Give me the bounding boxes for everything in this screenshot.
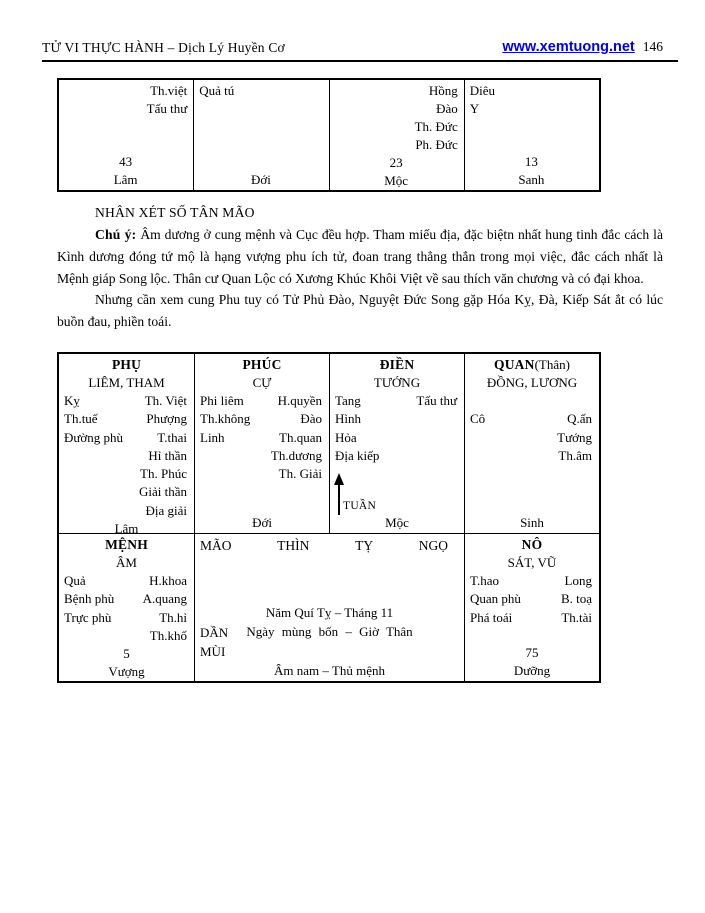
star-row (330, 392, 464, 410)
star-row (465, 572, 599, 590)
cell-number: 13 (524, 154, 538, 169)
star-name-left: Đường phù (64, 429, 124, 445)
star-row (59, 465, 194, 483)
star-name-left: Quan phù (470, 591, 521, 607)
star-name-right: Th.khố (149, 627, 187, 643)
star-name-left: Trực phù (64, 609, 112, 625)
strip-cell-2 (193, 80, 328, 190)
star-row (59, 572, 194, 590)
star-name-right: Giải thần (138, 484, 187, 500)
palace-cell-menh (59, 533, 194, 681)
star-name-left: T.hao (470, 573, 499, 588)
note-paragraph (57, 224, 663, 289)
branch-label-dan: DẦN (200, 624, 229, 640)
palace-name: QUAN (494, 357, 535, 372)
palace-cell-dien (329, 354, 464, 533)
star-name-right: Địa giải (145, 502, 187, 518)
palace-main-stars: TƯỚNG (373, 375, 421, 390)
palace-star-rows (195, 392, 329, 483)
note-text: Âm dương ở cung mệnh và Cục đều hợp. Tham miếu địa, đặc biệtn nhất hung tinh đắc cách là Kình dương đóng tứ mộ là hạng vượng phu ích tử, đoan trang thẳng thắn trong mọi việc, đắc cách nhất là Mệnh giáp Song lộc. Thân cư Quan Lộc có Xương Khúc Khôi Việt về sau thích văn chương và có đại khoa. (57, 227, 663, 286)
star-name-left: Hình (335, 411, 361, 427)
star-name-right: Th.hỉ (159, 609, 187, 625)
star-row (465, 392, 599, 410)
palace-stage: Vượng (108, 664, 145, 680)
palace-main-stars: ÂM (116, 555, 137, 570)
cell-number: 43 (119, 154, 133, 169)
star-row (59, 410, 194, 428)
star-name-right: Q.ấn (567, 411, 592, 427)
book-title: TỬ VI THỰC HÀNH – Dịch Lý Huyền Cơ (42, 40, 285, 55)
palace-cell-quan (464, 354, 599, 533)
star-row (59, 392, 194, 410)
palace-star-rows (465, 392, 599, 465)
star-row (59, 590, 194, 608)
star-name-left: Th.không (200, 411, 251, 427)
star-name-right: Hỉ thần (148, 447, 187, 463)
cell-stage: Đới (250, 172, 271, 187)
star-name-right: Đào (300, 411, 322, 427)
palace-cell-phu (59, 354, 194, 537)
star-name-left: Linh (200, 429, 225, 445)
cell-stage: Lâm (113, 172, 138, 187)
star-name: Hồng (428, 83, 458, 98)
star-name: Y (469, 101, 480, 116)
star-name: Ph. Đức (415, 137, 458, 152)
star-name-right: Tướng (557, 429, 592, 445)
star-row (59, 483, 194, 501)
strip-cell-3 (329, 80, 464, 190)
star-name-right: Th. Giải (278, 466, 322, 482)
star-name: Th. Đức (414, 119, 458, 134)
star-row (59, 447, 194, 465)
star-name-right: B. toạ (560, 591, 592, 607)
palace-stage: Đới (252, 515, 272, 530)
header-right (502, 38, 663, 56)
star-row (330, 447, 464, 465)
palace-title (59, 536, 194, 554)
star-name-right: Th. Việt (144, 393, 187, 408)
palace-main-stars: CỰ (252, 375, 272, 390)
star-name-right: A.quang (142, 591, 187, 607)
palace-title (465, 356, 599, 374)
star-name-left: Tang (335, 393, 361, 408)
paragraph-2: Nhưng cần xem cung Phu tuy có Tử Phủ Đào, Nguyệt Đức Song gặp Hóa Kỵ, Đà, Kiếp Sát ắt có lúc buồn đau, phiền toái. (57, 292, 663, 330)
star-row (465, 410, 599, 428)
palace-main-stars: SÁT, VŨ (507, 555, 557, 570)
note-label: Chú ý: (95, 227, 137, 242)
star-row (195, 392, 329, 410)
palace-number: 75 (525, 645, 539, 660)
star-name: Th.việt (150, 83, 188, 98)
cell-number: 23 (389, 155, 403, 170)
star-name-right: Tấu thư (416, 393, 457, 408)
star-name-right: Th. Phúc (140, 466, 187, 482)
star-row (465, 609, 599, 627)
star-row (59, 609, 194, 627)
palace-cell-no (464, 533, 599, 681)
day-line-row (195, 622, 464, 641)
star-list (470, 82, 593, 118)
commentary-section (57, 202, 663, 333)
palace-main-stars: ĐỒNG, LƯƠNG (486, 375, 578, 390)
palace-name: MỆNH (105, 537, 148, 552)
star-row (465, 429, 599, 447)
star-name-right: Long (564, 573, 592, 588)
star-list (335, 82, 458, 154)
arrow-line (338, 481, 340, 515)
star-row (195, 447, 329, 465)
strip-cell-4 (464, 80, 599, 190)
star-name-right: Th.dương (270, 447, 322, 463)
star-row (195, 410, 329, 428)
star-name-left: Kỵ (64, 393, 80, 408)
day-line: Ngày mùng bốn – Giờ Thân (246, 624, 413, 640)
star-name-right: Phượng (146, 411, 187, 427)
star-name-left: Hỏa (335, 429, 357, 445)
birth-info (195, 603, 464, 680)
star-name-right: H.khoa (149, 573, 187, 588)
star-name-left: Phi liêm (200, 393, 244, 408)
palace-star-rows (59, 392, 194, 520)
star-name-left: Phá toái (470, 609, 513, 625)
star-row (59, 429, 194, 447)
star-name-left: Địa kiếp (335, 447, 380, 463)
header-divider (42, 60, 678, 62)
star-row (330, 410, 464, 428)
star-row (59, 502, 194, 520)
palace-main-stars: LIÊM, THAM (88, 375, 165, 390)
palace-cell-phuc (194, 354, 329, 533)
palace-title (59, 356, 194, 374)
palace-name: NÔ (521, 537, 543, 552)
year-line: Năm Quí Tỵ – Tháng 11 (265, 605, 394, 621)
branch-label: NGỌ (418, 538, 448, 553)
star-row (330, 429, 464, 447)
page-number: 146 (642, 39, 663, 54)
star-row (465, 447, 599, 465)
palace-star-rows (465, 572, 599, 627)
gender-line: Âm nam – Thủ mệnh (274, 662, 385, 678)
section-heading: NHÂN XÉT SỐ TÂN MÃO (95, 205, 255, 220)
star-name-left: Bệnh phù (64, 591, 115, 607)
star-row (195, 465, 329, 483)
tuvi-chart (57, 352, 601, 683)
star-name-right: H.quyền (277, 393, 322, 408)
chart-center-cell (194, 533, 464, 681)
star-row (195, 429, 329, 447)
palace-name: PHỤ (111, 357, 142, 372)
star-row (465, 590, 599, 608)
top-chart-strip (57, 78, 601, 192)
palace-title (195, 356, 329, 374)
branch-label-mui: MÙI (200, 643, 226, 659)
star-name-left: Quả (64, 573, 86, 588)
palace-stage: Sinh (520, 515, 544, 530)
star-name: Tấu thư (146, 101, 188, 116)
tuan-label: TUẦN (343, 500, 377, 512)
cell-stage: Mộc (384, 173, 409, 188)
palace-name: PHÚC (242, 357, 282, 372)
star-name-right: Th.tài (561, 609, 592, 625)
cell-stage: Sanh (518, 172, 545, 187)
star-row (59, 627, 194, 645)
palace-stage: Dưỡng (513, 663, 551, 678)
palace-stage: Mộc (385, 515, 409, 530)
palace-title (465, 536, 599, 554)
star-name-left: Th.tuế (64, 411, 98, 427)
star-name-right: Th.quan (279, 429, 322, 445)
palace-number: 5 (123, 646, 130, 662)
branch-label: MÃO (200, 538, 232, 553)
website-link[interactable]: www.xemtuong.net (502, 39, 635, 55)
star-name-right: Th.âm (558, 447, 592, 463)
star-list (64, 82, 187, 118)
palace-star-rows (330, 392, 464, 465)
palace-stage: Lâm (114, 521, 139, 537)
tuan-marker (333, 469, 393, 515)
star-list (199, 82, 322, 100)
star-name-left: Cô (470, 411, 486, 427)
star-name: Diêu (469, 83, 496, 98)
palace-title-suffix: (Thân) (534, 357, 570, 372)
palace-star-rows (59, 572, 194, 645)
branch-row (195, 536, 464, 556)
palace-title (330, 356, 464, 374)
star-name: Quả tú (199, 83, 235, 98)
palace-name: ĐIỀN (379, 357, 415, 372)
strip-cell-1 (59, 80, 193, 190)
star-name-right: T.thai (157, 429, 187, 445)
star-name: Đào (436, 101, 458, 116)
branch-label: THÌN (277, 538, 310, 553)
branch-label: TỴ (355, 538, 374, 553)
